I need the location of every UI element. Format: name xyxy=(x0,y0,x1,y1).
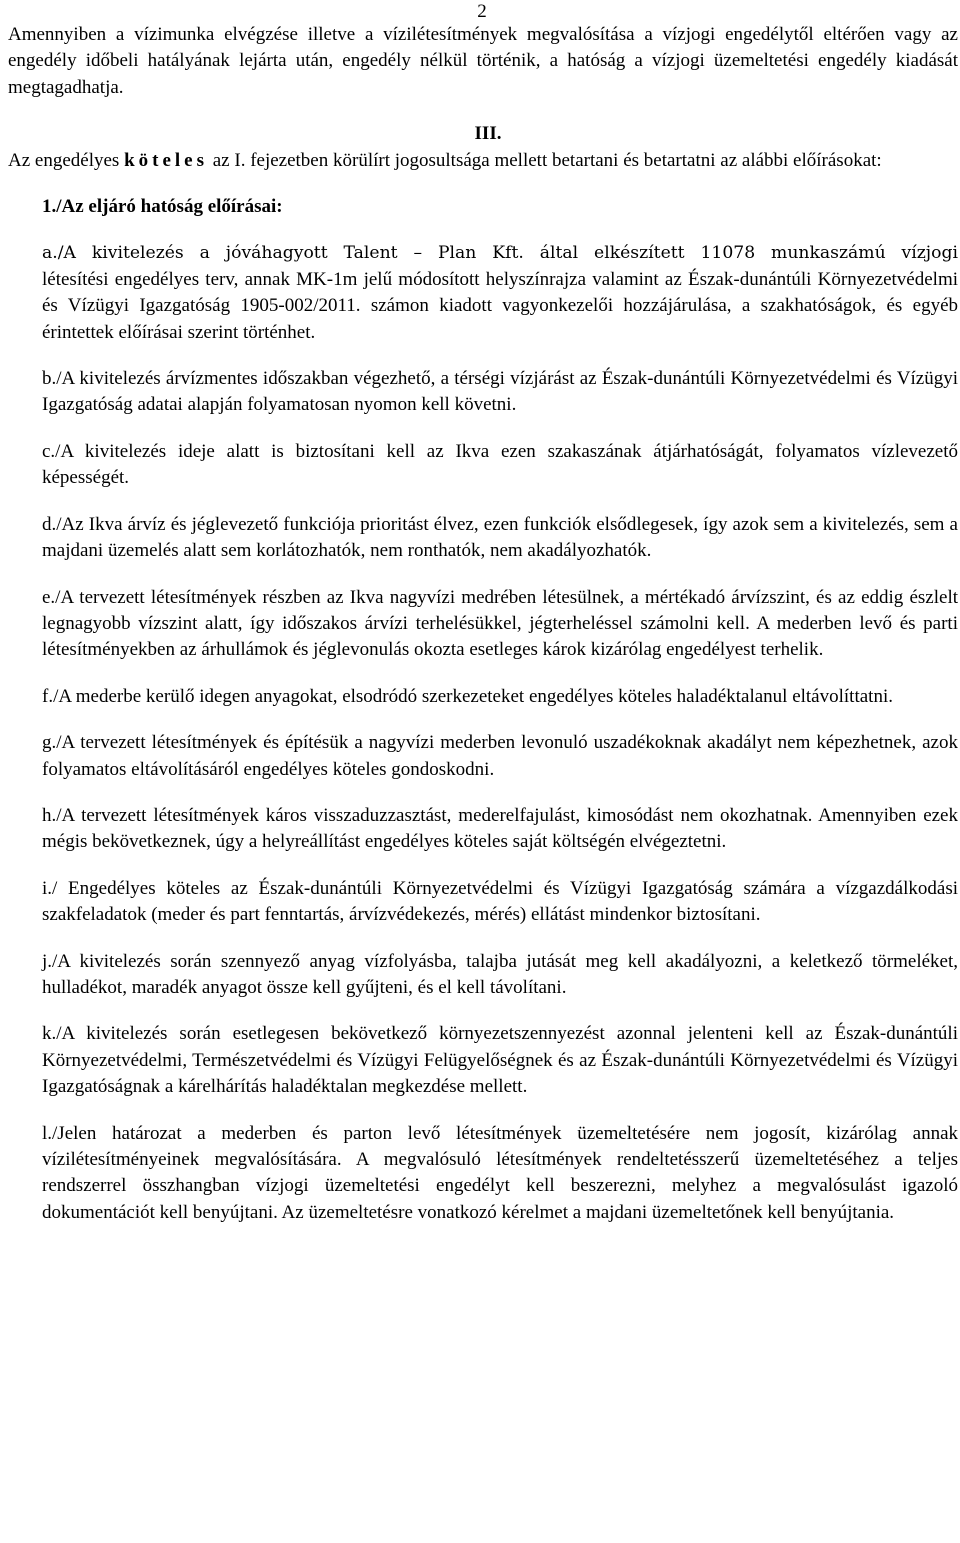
list-item-b: b./A kivitelezés árvízmentes időszakban végezhető, a térségi vízjárást az Észak-dunántúli Környezetvédelmi és Vízügyi Igazgatóság adatai alapján folyamatosan nyomon kell követni. xyxy=(42,368,958,416)
opening-paragraph: Amennyiben a vízimunka elvégzése illetve a vízilétesítmények megvalósítása a vízjogi engedélytől eltérően vagy az engedély időbeli hatályának lejárta után, engedély nélkül történik, a hatóság a vízjogi üzemeltetési engedély kiadását megtagadhatja. xyxy=(8,24,958,98)
list-item-f: f./A mederbe kerülő idegen anyagokat, elsodródó szerkezeteket engedélyes köteles haladéktalanul eltávolíttatni. xyxy=(42,685,893,707)
section-title: 1./Az eljáró hatóság előírásai: xyxy=(42,196,283,218)
list-item-k: k./A kivitelezés során esetlegesen bekövetkező környezetszennyezést azonnal jelenteni kell az Észak-dunántúli Környezetvédelmi, Természetvédelmi és Vízügyi Felügyelőségnek és az Észak-dunántúli Környezetvédelmi és Vízügyi Igazgatóságnak a kárelhárítás haladéktalan megkezdése mellett. xyxy=(42,1023,958,1098)
list-item-d: d./Az Ikva árvíz és jéglevezető funkciója prioritást élvez, ezen funkciók elsődlegesek, így azok sem a kivitelezés, sem a majdani üzemelés alatt sem korlátozhatók, nem ronthatók, nem akadályozhatók. xyxy=(42,513,958,562)
intro-suffix: az I. fejezetben körülírt jogosultsága mellett betartani és betartatni az alábbi előírásokat: xyxy=(208,149,882,171)
document-body xyxy=(8,22,958,1246)
list-item-a xyxy=(42,240,958,346)
list-item-l: l./Jelen határozat a mederben és parton levő létesítmények üzemeltetésére nem jogosít, kizárólag annak vízilétesítményeinek megvalósítására. A megvalósuló létesítmények rendeltetésszerű üzemeltetéséhez a teljes rendszerrel összhangban vízjogi üzemeltetési engedélyt kell beszerezni, melyhez a megvalósulást igazoló dokumentációt kell benyújtani. Az üzemeltetésre vonatkozó kérelmet a majdani üzemeltetőnek kell benyújtania. xyxy=(42,1122,958,1223)
chapter-heading: III. xyxy=(474,123,502,145)
list-item-e: e./A tervezett létesítmények részben az Ikva nagyvízi medrében létesülnek, a mértékadó árvízszint, és az eddig észlelt legnagyobb vízszint alatt, így időszakos árvízi terhelésükkel, jégterheléssel számolni kell. A mederben levő és parti létesítményekben az árhullámok és jéglevonulás okozta esetleges károk kizárólag engedélyest terhelik. xyxy=(42,586,958,661)
intro-emphasis: köteles xyxy=(124,149,208,171)
intro-paragraph xyxy=(8,148,958,174)
list-item-i: i./ Engedélyes köteles az Észak-dunántúli Környezetvédelmi és Vízügyi Igazgatóság számára a vízgazdálkodási szakfeladatok (meder és part fenntartás, árvízvédekezés, mérés) ellátást mindenkor biztosítani. xyxy=(42,877,958,926)
list-item-a-text: létesítési engedélyes terv, annak MK-1m jelű módosított helyszínrajza valamint az Észak-dunántúli Környezetvédelmi és Vízügyi Igazgatóság 1905-002/2011. számon kiadott vagyonkezelői hozzájárulása, a szakhatóságok, és egyéb érintettek előírásai szerint történhet. xyxy=(42,268,958,343)
list-item-h: h./A tervezett létesítmények káros visszaduzzasztást, mederelfajulást, kimosódást nem okozhatnak. Amennyiben ezek mégis bekövetkeznek, úgy a helyreállítást engedélyes köteles saját költségén elvégeztetni. xyxy=(42,804,958,853)
page-number: 2 xyxy=(477,1,487,22)
list-item-j: j./A kivitelezés során szennyező anyag vízfolyásba, talajba jutását meg kell akadályozni, a keletkező törmeléket, hulladékot, maradék anyagot össze kell gyűjteni, és el kell távolítani. xyxy=(42,950,958,998)
requirements-list xyxy=(8,240,958,1226)
list-item-g: g./A tervezett létesítmények és építésük a nagyvízi mederben levonuló uszadékoknak akadályt nem képezhetnek, azok folyamatos eltávolításáról engedélyes köteles gondoskodni. xyxy=(42,732,958,780)
list-item-a-first-line: a./A kivitelezés a jóváhagyott Talent – Plan Kft. által elkészített 11078 munkaszámú vízjogi xyxy=(42,243,958,264)
intro-prefix: Az engedélyes xyxy=(8,149,125,171)
list-item-c: c./A kivitelezés ideje alatt is biztosítani kell az Ikva ezen szakaszának átjárhatóságát, folyamatos vízlevezető képességét. xyxy=(42,440,958,489)
